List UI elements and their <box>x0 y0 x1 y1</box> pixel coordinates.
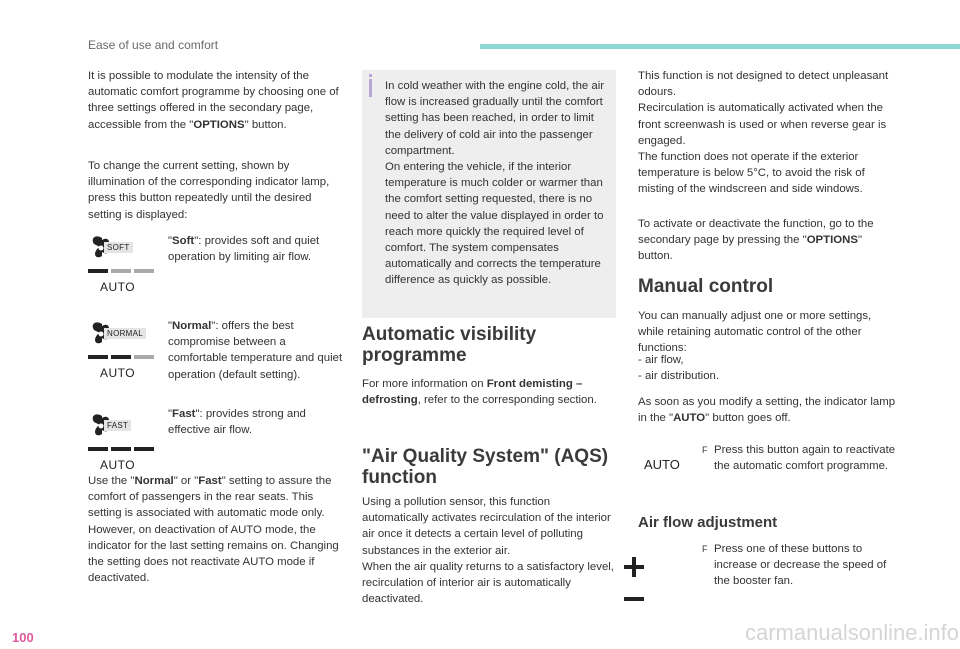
list-item: - air flow, <box>638 354 684 366</box>
normal-fan-icon: NORMAL AUTO <box>86 318 158 384</box>
visibility-paragraph: For more information on Front demisting – defrosting, refer to the corresponding section. <box>362 378 597 407</box>
info-icon <box>369 79 372 97</box>
info-box <box>362 70 616 318</box>
minus-icon <box>624 597 644 601</box>
aqs-paragraph: Using a pollution sensor, this function automatically activates recirculation of the interior air once it detects a certain level of polluting substances in the exterior air. When the air quality returns to a satisfactory level, recirculation of interior air is automatically deactivated. <box>362 496 614 606</box>
heading-aqs-function: "Air Quality System" (AQS) function <box>362 446 609 488</box>
auto-instruction: F Press this button again to reactivate the automatic comfort programme. <box>702 444 896 473</box>
heading-visibility-programme: Automatic visibility programme <box>362 324 537 366</box>
not-designed-paragraph: This function is not designed to detect unpleasant odours. Recirculation is automatically activated when the front screenwash is used or when reverse gear is engaged. The function does not operate if the exterior temperature is below 5°C, to avoid the risk of misting of the windscreen and side windows. <box>638 70 889 196</box>
activate-paragraph: To activate or deactivate the function, go to the secondary page by pressing the "OPTIONS" button. <box>638 218 874 263</box>
section-color-bar <box>480 44 960 49</box>
fast-description: "Fast": provides strong and effective air flow. <box>168 408 306 437</box>
use-normal-fast-paragraph: Use the "Normal" or "Fast" setting to assure the comfort of passengers in the rear seats. This setting is associated with automatic mode only. However, on deactivation of AUTO mode, the indicator for the last setting remains on. Changing the setting does not reactivate AUTO mode if deactivated. <box>88 475 339 585</box>
info-box-text: In cold weather with the engine cold, the air flow is increased gradually until the comfort setting has been reached, in order to limit the delivery of cold air into the passenger compartment. On entering the vehicle, if the interior temperature is much colder or warmer than the comfort setting requested, there is no need to alter the value displayed in order to reach more quickly the required level of comfort. The system compensates automatically and corrects the temperature difference as quickly as possible. <box>385 80 605 287</box>
page-number: 100 <box>12 630 34 645</box>
heading-manual-control: Manual control <box>638 276 774 297</box>
airflow-instruction: F Press one of these buttons to increase or decrease the speed of the booster fan. <box>702 543 887 588</box>
soft-fan-icon: SOFT AUTO <box>86 232 158 298</box>
auto-button-icon: AUTO <box>644 457 680 472</box>
manual-paragraph: You can manually adjust one or more settings, while retaining automatic control of the other functions: <box>638 310 872 355</box>
arrow-bullet-icon: F <box>702 544 708 554</box>
section-title: Ease of use and comfort <box>88 38 219 52</box>
fast-fan-icon: FAST AUTO <box>86 410 158 476</box>
change-setting-paragraph: To change the current setting, shown by illumination of the corresponding indicator lamp, press this button repeatedly until the desired setting is displayed: <box>88 160 330 221</box>
list-item: - air distribution. <box>638 370 720 383</box>
manual-list <box>638 352 896 384</box>
modify-paragraph: As soon as you modify a setting, the indicator lamp in the "AUTO" button goes off. <box>638 396 896 425</box>
heading-airflow-adjustment: Air flow adjustment <box>638 514 778 531</box>
intro-paragraph: It is possible to modulate the intensity of the automatic comfort programme by choosing one of three settings offered in the secondary page, accessible from the "OPTIONS" button. <box>88 70 339 131</box>
arrow-bullet-icon: F <box>702 445 708 455</box>
soft-description: "Soft": provides soft and quiet operation by limiting air flow. <box>168 235 320 264</box>
watermark: carmanualsonline.info <box>745 620 960 645</box>
normal-description: "Normal": offers the best compromise between a comfortable temperature and quiet operation (default setting). <box>168 320 343 381</box>
fan-speed-buttons <box>622 555 646 610</box>
